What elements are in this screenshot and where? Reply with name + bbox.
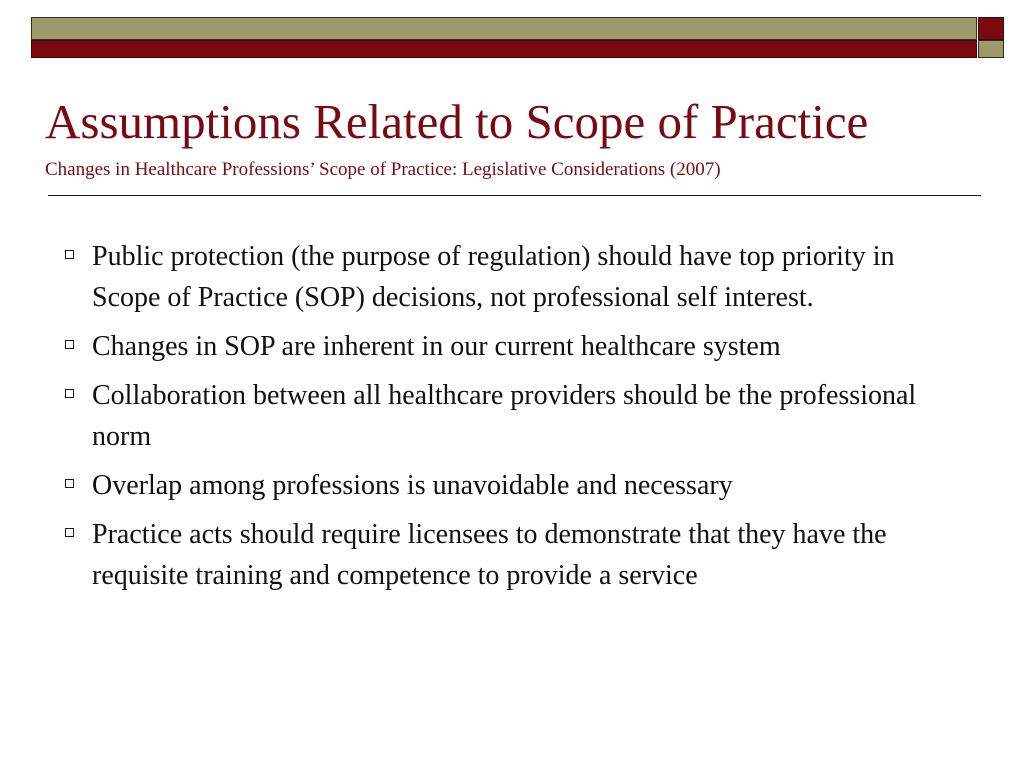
header-band-olive	[31, 17, 977, 40]
slide-subtitle: Changes in Healthcare Professions’ Scope of Practice: Legislative Considerations (2007)	[45, 159, 721, 180]
hollow-square-bullet-icon	[65, 479, 74, 488]
hollow-square-bullet-icon	[65, 340, 74, 349]
header-corner-square-maroon	[978, 17, 1004, 40]
bullet-text: Collaboration between all healthcare providers should be the professional norm	[92, 380, 917, 452]
slide-title: Assumptions Related to Scope of Practice	[45, 94, 869, 149]
bullet-item	[62, 465, 962, 506]
hollow-square-bullet-icon	[65, 528, 74, 537]
title-divider	[48, 195, 981, 196]
bullet-text: Changes in SOP are inherent in our current healthcare system	[92, 331, 781, 362]
bullet-item	[62, 326, 962, 367]
header-corner-square-olive	[978, 40, 1004, 58]
bullet-text: Public protection (the purpose of regulation) should have top priority in Scope of Practice (SOP) decisions, not professional self interest.	[92, 241, 895, 313]
bullet-item	[62, 514, 962, 596]
bullet-text: Overlap among professions is unavoidable and necessary	[92, 470, 733, 501]
bullet-item	[62, 236, 962, 318]
bullet-list	[62, 236, 962, 604]
bullet-item	[62, 375, 962, 457]
header-band-maroon	[31, 40, 977, 58]
hollow-square-bullet-icon	[65, 250, 74, 259]
hollow-square-bullet-icon	[65, 389, 74, 398]
bullet-text: Practice acts should require licensees to demonstrate that they have the requisite training and competence to provide a service	[92, 519, 887, 591]
